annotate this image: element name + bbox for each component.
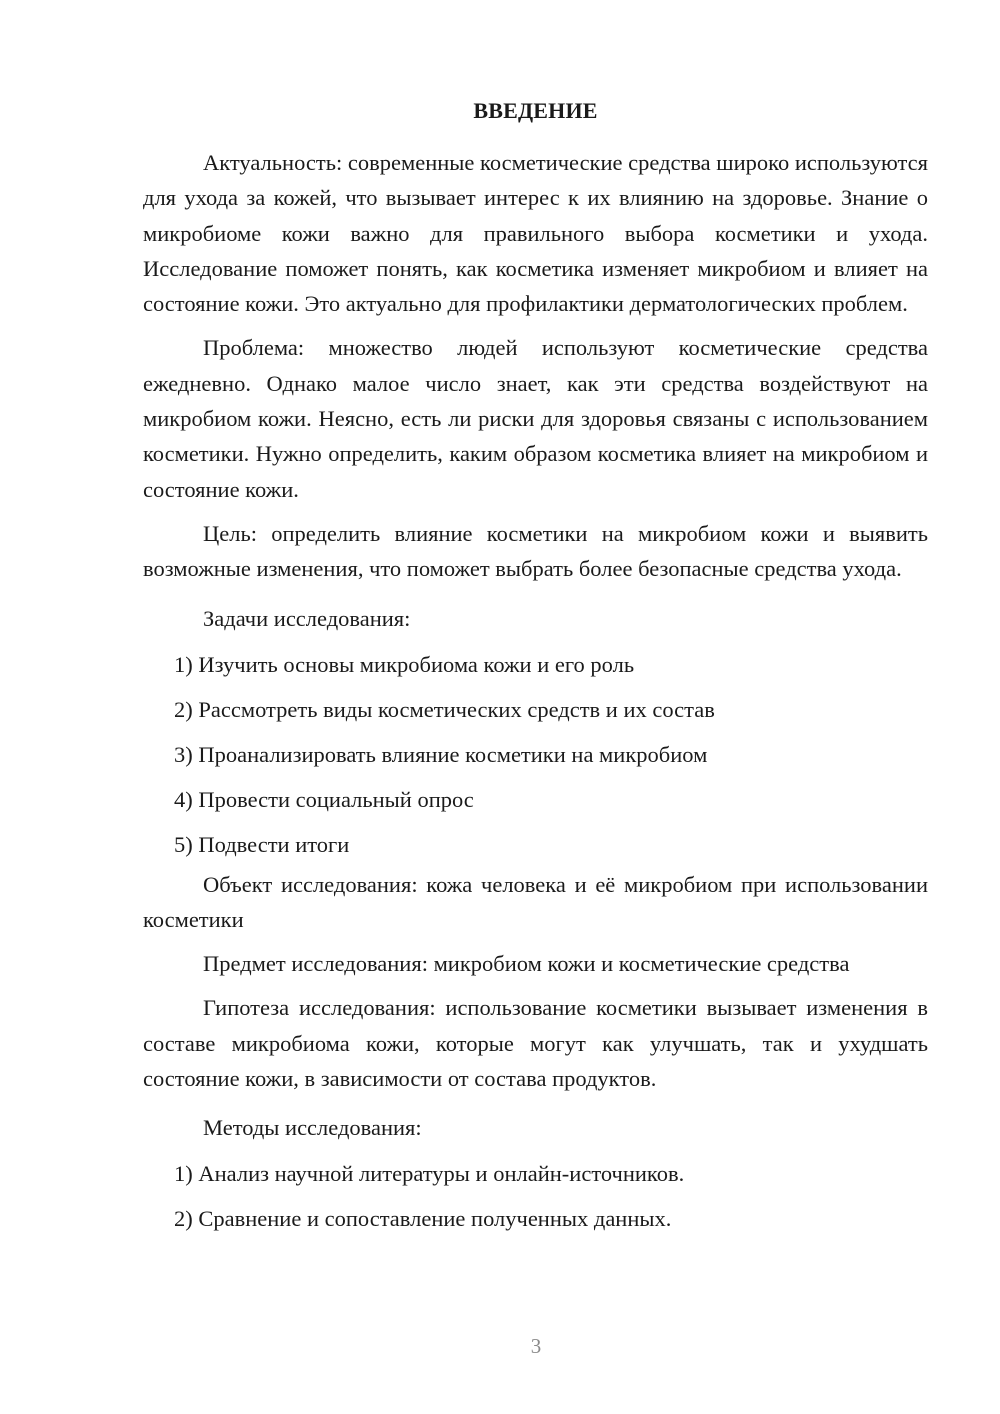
subject-paragraph: Предмет исследования: микробиом кожи и косметические средства [203,951,850,977]
hypothesis-paragraph: Гипотеза исследования: использование косметики вызывает изменения в составе микробиома кожи, которые могут как улучшать, так и ухудшать состояние кожи, в зависимости от состава продуктов. [143,995,928,1092]
task-item: 2) Рассмотреть виды косметических средств и их состав [174,696,715,722]
page-number: 3 [530,1334,542,1358]
method-item: 1) Анализ научной литературы и онлайн-источников. [174,1161,685,1187]
problem-paragraph: Проблема: множество людей используют косметические средства ежедневно. Однако малое число знает, как эти средства воздействуют на микробиом кожи. Неясно, есть ли риски для здоровья связаны с использованием косметики. Нужно определить, каким образом косметика влияет на микробиом и состояние кожи. [143,335,928,502]
page-content [143,96,928,1241]
relevance-paragraph: Актуальность: современные косметические средства широко используются для ухода за кожей, что вызывает интерес к их влиянию на здоровье. Знание о микробиоме кожи важно для правильного выбора косметики и ухода. Исследование поможет понять, как косметика изменяет микробиом и влияет на состояние кожи. Это актуально для профилактики дерматологических проблем. [143,150,928,317]
page-title: ВВЕДЕНИЕ [473,98,598,123]
tasks-list [143,642,928,867]
methods-heading: Методы исследования: [203,1115,422,1141]
task-item: 3) Проанализировать влияние косметики на микробиом [174,741,708,767]
object-paragraph: Объект исследования: кожа человека и её микробиом при использовании косметики [143,871,928,932]
methods-list [143,1151,928,1241]
tasks-heading: Задачи исследования: [203,605,411,631]
method-item: 2) Сравнение и сопоставление полученных данных. [174,1206,672,1232]
task-item: 5) Подвести итоги [174,831,350,857]
goal-paragraph: Цель: определить влияние косметики на микробиом кожи и выявить возможные изменения, что поможет выбрать более безопасные средства ухода. [143,520,928,582]
task-item: 1) Изучить основы микробиома кожи и его роль [174,651,635,677]
task-item: 4) Провести социальный опрос [174,786,474,812]
